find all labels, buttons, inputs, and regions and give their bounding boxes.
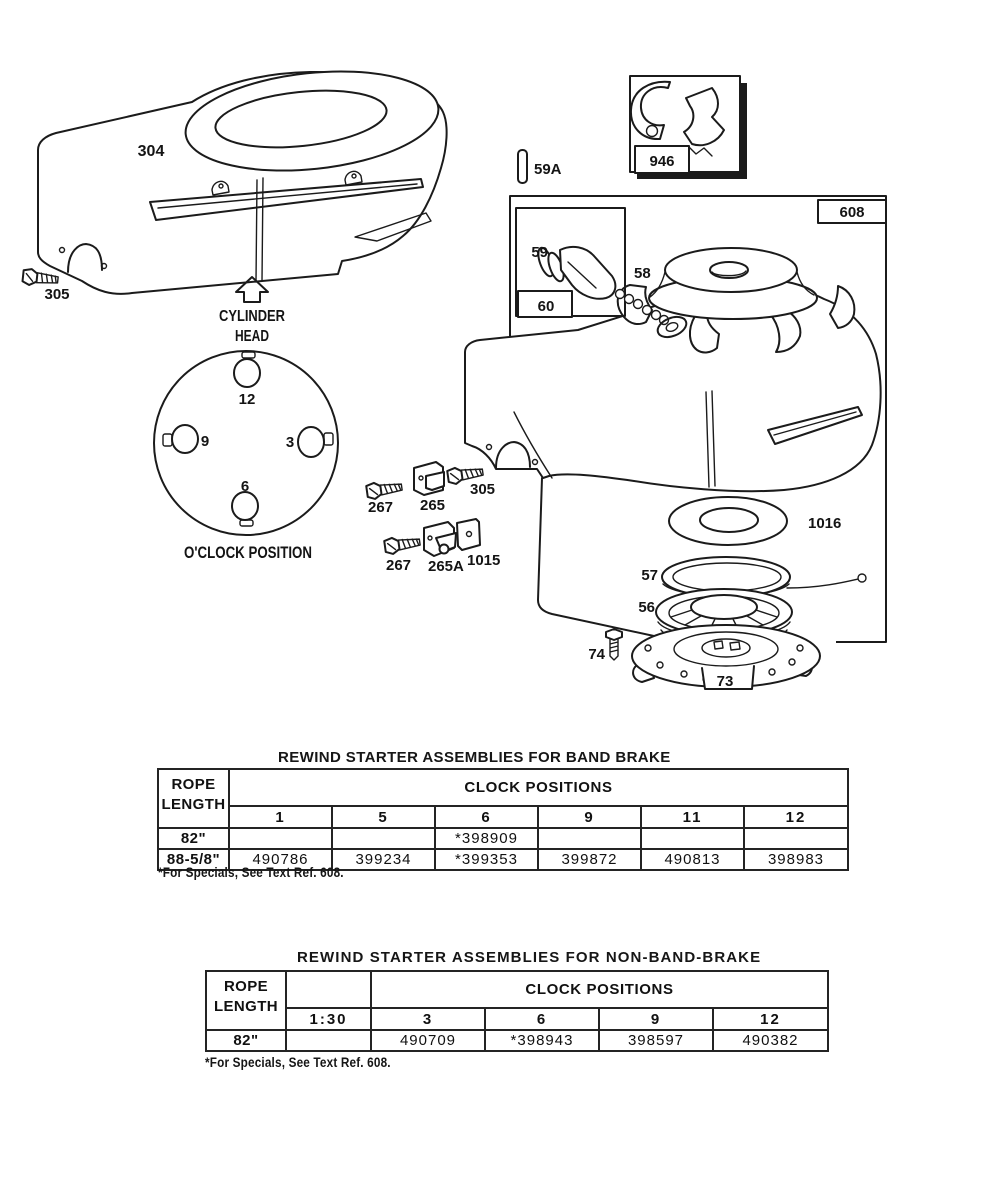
part-number-cell: 490813 [641, 849, 744, 870]
band-brake-table-title: REWIND STARTER ASSEMBLIES FOR BAND BRAKE [278, 749, 671, 766]
part-number-cell [641, 828, 744, 849]
part-label-59: 59 [531, 244, 548, 261]
part-number-cell [744, 828, 848, 849]
non-band-brake-table [205, 970, 829, 1052]
part-label-1015: 1015 [467, 552, 501, 569]
non-band-brake-footnote: *For Specials, See Text Ref. 608. [205, 1054, 391, 1070]
part-label-56: 56 [638, 599, 655, 616]
part-label-73: 73 [716, 673, 734, 690]
part-label-57: 57 [641, 567, 658, 584]
clock-col-header: 1 [229, 806, 332, 828]
screw-267-bottom [384, 534, 421, 555]
cylinder-head-caption-line1: CYLINDER [219, 308, 286, 325]
part-label-305-left: 305 [44, 286, 70, 303]
part-label-1016: 1016 [808, 515, 842, 532]
blank-header-cell [286, 971, 371, 1008]
clock-label-12: 12 [238, 391, 256, 408]
rope-length-header-cell: ROPE LENGTH [206, 971, 286, 1030]
clock-col-header: 12 [744, 806, 848, 828]
band-brake-footnote: *For Specials, See Text Ref. 608. [158, 864, 344, 880]
table-row [206, 1030, 828, 1051]
part-number-cell: 490786 [229, 849, 332, 870]
rope-length-value: 88-5/8" [158, 849, 229, 870]
clutch-plate-73 [632, 625, 820, 690]
clock-col-header: 6 [485, 1008, 599, 1030]
part-number-cell: *399353 [435, 849, 538, 870]
oclock-position-caption: O'CLOCK POSITION [184, 543, 312, 562]
table-row [158, 828, 848, 849]
part-label-265a: 265A [428, 558, 464, 575]
part-number-cell: 490382 [713, 1030, 828, 1051]
part-label-74: 74 [588, 646, 605, 663]
clutch-inset-946 [630, 76, 747, 179]
non-band-brake-table-title: REWIND STARTER ASSEMBLIES FOR NON-BAND-BRAKE [297, 949, 762, 966]
clock-positions-header-cell: CLOCK POSITIONS [229, 769, 848, 806]
part-number-cell: 399872 [538, 849, 641, 870]
clock-col-header: 6 [435, 806, 538, 828]
part-number-cell [332, 828, 435, 849]
part-number-cell [286, 1030, 371, 1051]
clock-col-header: 1:30 [286, 1008, 371, 1030]
hardware-brackets [366, 462, 500, 575]
part-number-cell: 399234 [332, 849, 435, 870]
clock-label-3: 3 [285, 434, 295, 451]
clock-col-header: 12 [713, 1008, 828, 1030]
part-number-cell [538, 828, 641, 849]
clock-col-header: 5 [332, 806, 435, 828]
rope-length-header-cell: ROPE LENGTH [158, 769, 229, 828]
part-number-cell: 398597 [599, 1030, 713, 1051]
clock-label-6: 6 [240, 478, 250, 495]
clock-label-9: 9 [200, 433, 210, 450]
clock-position-diagram [154, 277, 338, 562]
part-number-cell: 398983 [744, 849, 848, 870]
screw-305-left [22, 268, 58, 288]
part-number-cell: *398909 [435, 828, 538, 849]
part-label-305-right: 305 [470, 481, 496, 498]
part-number-cell: 490709 [371, 1030, 485, 1051]
part-label-267-bottom: 267 [386, 557, 412, 574]
part-label-60: 60 [537, 298, 555, 315]
rope-length-value: 82" [158, 828, 229, 849]
part-label-946: 946 [649, 153, 675, 170]
part-label-608: 608 [839, 204, 865, 221]
band-brake-table [157, 768, 849, 871]
screw-74 [606, 629, 622, 660]
screw-267-top [366, 479, 403, 500]
clock-col-header: 9 [538, 806, 641, 828]
part-label-59a: 59A [534, 161, 562, 178]
blower-housing-304 [22, 60, 446, 303]
part-label-58: 58 [634, 265, 651, 282]
part-label-267-top: 267 [368, 499, 394, 516]
part-number-cell: *398943 [485, 1030, 599, 1051]
clock-col-header: 9 [599, 1008, 713, 1030]
part-number-cell [229, 828, 332, 849]
rope-length-value: 82" [206, 1030, 286, 1051]
clock-col-header: 11 [641, 806, 744, 828]
part-label-304: 304 [137, 143, 165, 160]
clock-positions-header-cell: CLOCK POSITIONS [371, 971, 828, 1008]
cylinder-head-caption-line2: HEAD [235, 328, 269, 345]
clock-col-header: 3 [371, 1008, 485, 1030]
part-label-265: 265 [420, 497, 446, 514]
rope-pin-59a [518, 150, 562, 183]
rope-handle-inset [516, 208, 689, 341]
